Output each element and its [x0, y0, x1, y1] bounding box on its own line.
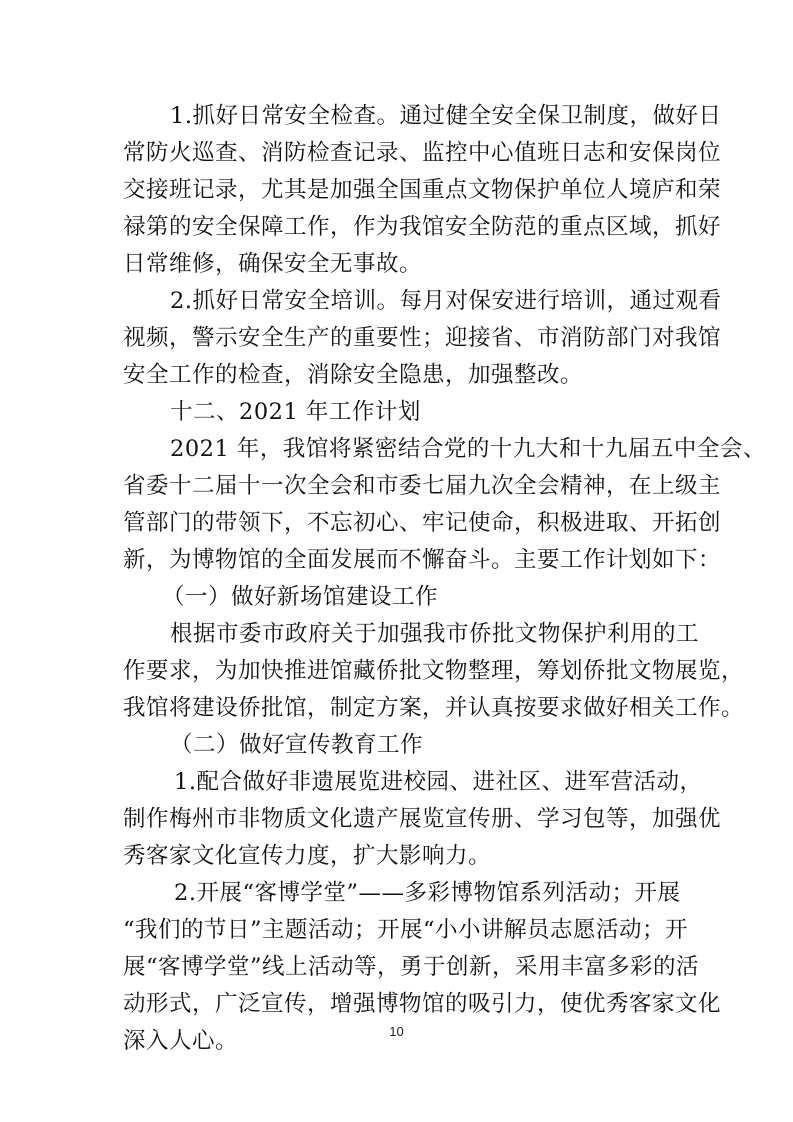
paragraph-line: 禄第的安全保障工作，作为我馆安全防范的重点区域，抓好: [123, 214, 722, 240]
paragraph-line: 根据市委市政府关于加强我市侨批文物保护利用的工: [170, 621, 700, 647]
paragraph-line: 动形式，广泛宣传，增强博物馆的吸引力，使优秀客家文化: [123, 991, 722, 1017]
paragraph-line: 深入人心。: [123, 1028, 239, 1054]
paragraph-line: 省委十二届十一次全会和市委七届九次全会精神，在上级主: [123, 473, 722, 499]
subsection-heading: （一）做好新场馆建设工作: [162, 584, 439, 610]
paragraph-line: 新，为博物馆的全面发展而不懈奋斗。主要工作计划如下：: [123, 547, 722, 573]
paragraph-line: 作要求，为加快推进馆藏侨批文物整理，筹划侨批文物展览，: [123, 658, 745, 684]
section-heading: 十二、2021 年工作计划: [170, 399, 421, 425]
paragraph-line: 安全工作的检查，消除安全隐患，加强整改。: [123, 362, 584, 388]
paragraph-line: 制作梅州市非物质文化遗产展览宣传册、学习包等，加强优: [123, 806, 722, 832]
paragraph-line: 日常维修，确保安全无事故。: [123, 251, 423, 277]
page-number: 10: [389, 1024, 404, 1039]
paragraph-line: 展“客博学堂”线上活动等，勇于创新，采用丰富多彩的活: [123, 954, 700, 980]
paragraph-line: 2.开展“客博学堂”——多彩博物馆系列活动；开展: [174, 880, 681, 906]
paragraph-line: 2021 年，我馆将紧密结合党的十九大和十九届五中全会、: [170, 436, 766, 462]
paragraph-line: 2.抓好日常安全培训。每月对保安进行培训，通过观看: [170, 288, 722, 314]
paragraph-line: 常防火巡查、消防检查记录、监控中心值班日志和安保岗位: [123, 140, 722, 166]
paragraph-line: 管部门的带领下，不忘初心、牢记使命，积极进取、开拓创: [123, 510, 722, 536]
paragraph-line: 秀客家文化宣传力度，扩大影响力。: [123, 843, 492, 869]
paragraph-line: 我馆将建设侨批馆，制定方案，并认真按要求做好相关工作。: [123, 695, 745, 721]
paragraph-line: 1.抓好日常安全检查。通过健全安全保卫制度，做好日: [170, 103, 722, 129]
subsection-heading: （二）做好宣传教育工作: [170, 732, 424, 758]
paragraph-line: 1.配合做好非遗展览进校园、进社区、进军营活动，: [174, 769, 703, 795]
paragraph-line: 视频，警示安全生产的重要性；迎接省、市消防部门对我馆: [123, 325, 722, 351]
paragraph-line: “我们的节日”主题活动；开展“小小讲解员志愿活动；开: [123, 917, 689, 943]
paragraph-line: 交接班记录，尤其是加强全国重点文物保护单位人境庐和荣: [123, 177, 722, 203]
